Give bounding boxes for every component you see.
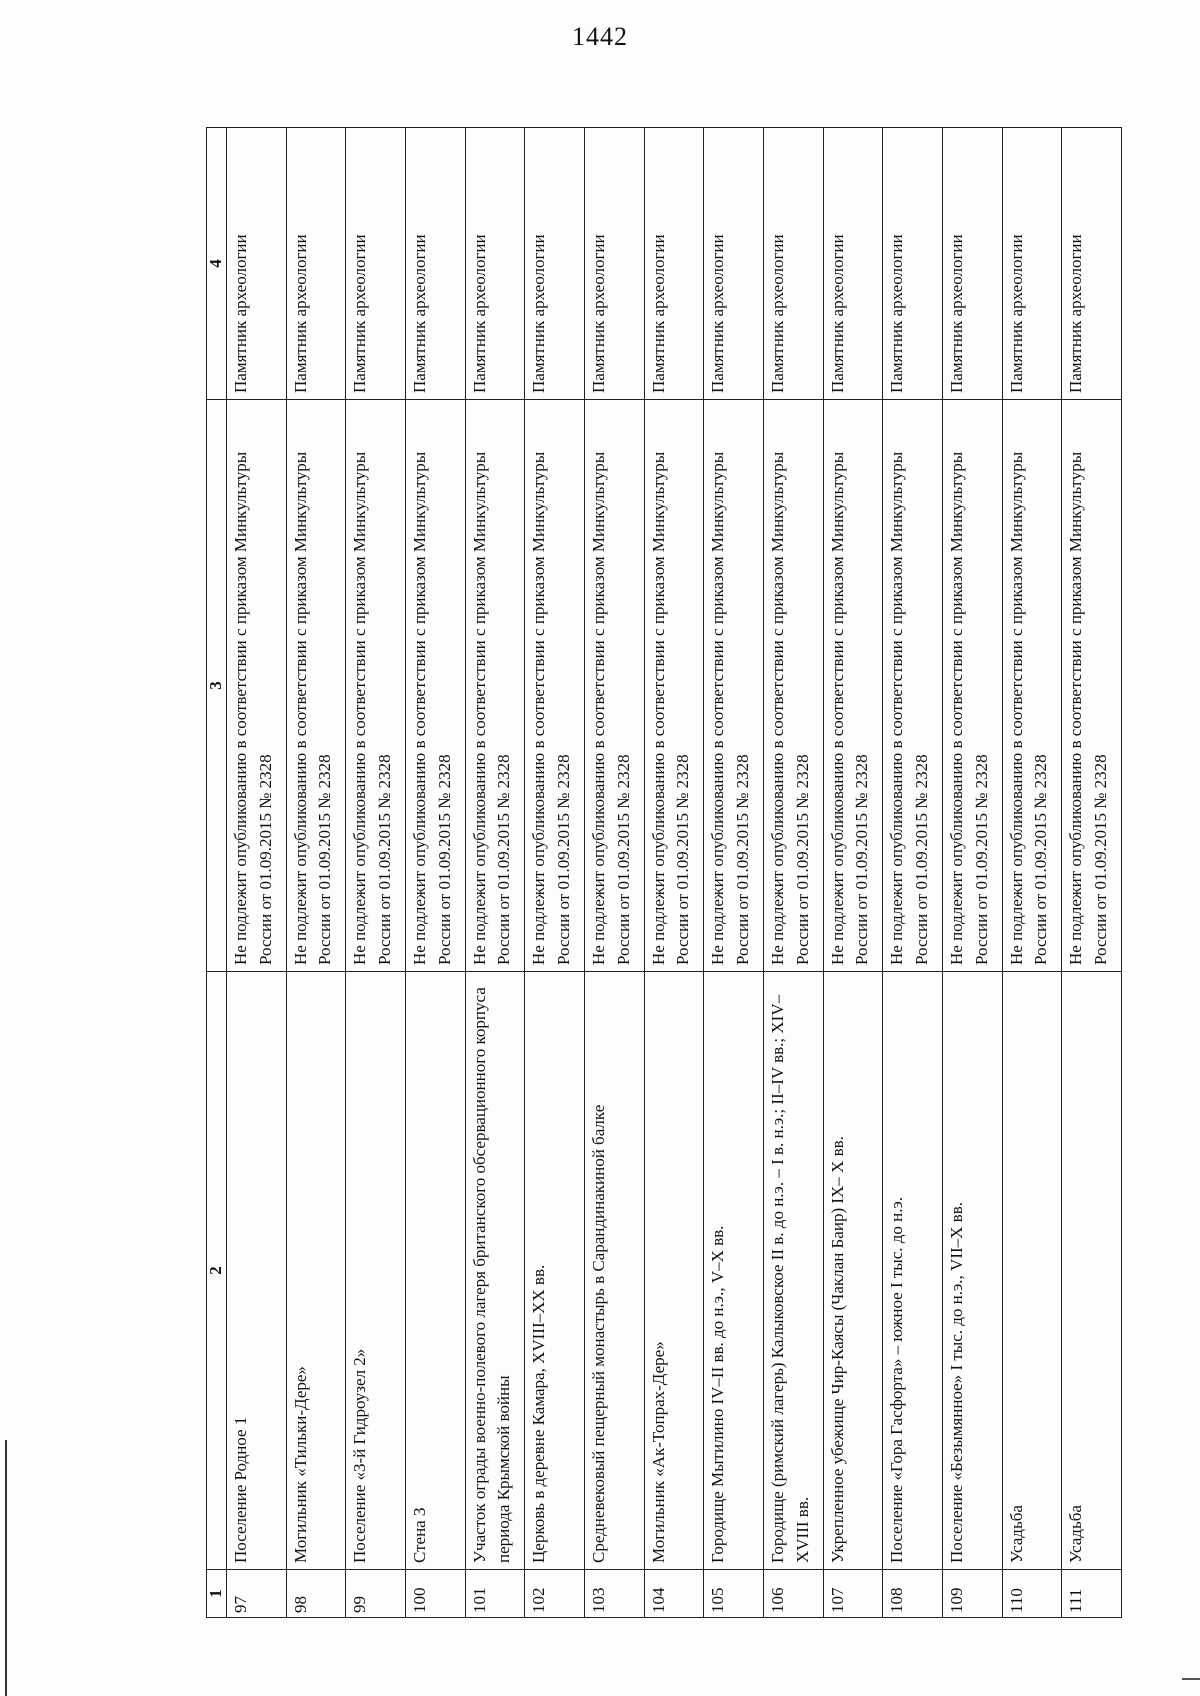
monuments-table: [206, 127, 1122, 1618]
page-number: 1442: [572, 22, 628, 51]
monument-type: Памятник археологии: [1062, 128, 1122, 400]
row-number: 101: [465, 1570, 525, 1618]
table-row: [227, 128, 287, 1618]
publication-note: Не подлежит опубликованию в соответствии с приказом Минкультуры России от 01.09.2015 № 2328: [763, 400, 823, 972]
publication-note: Не подлежит опубликованию в соответствии с приказом Минкультуры России от 01.09.2015 № 2328: [823, 400, 883, 972]
publication-note: Не подлежит опубликованию в соответствии с приказом Минкультуры России от 01.09.2015 № 2328: [405, 400, 465, 972]
row-number: 107: [823, 1570, 883, 1618]
table-row: [1002, 128, 1062, 1618]
monument-name: Поселение «3-й Гидроузел 2»: [346, 972, 406, 1570]
monument-type: Памятник археологии: [704, 128, 764, 400]
rotated-table-container: [206, 128, 1122, 1618]
monument-type: Памятник археологии: [286, 128, 346, 400]
table-row: [883, 128, 943, 1618]
header-col-4: 4: [207, 128, 227, 400]
scan-margin-line: [5, 1440, 7, 1696]
monument-type: Памятник археологии: [405, 128, 465, 400]
header-col-1: 1: [207, 1570, 227, 1618]
monument-type: Памятник археологии: [525, 128, 585, 400]
header-col-3: 3: [207, 400, 227, 972]
monument-name: Поселение Родное 1: [227, 972, 287, 1570]
header-col-2: 2: [207, 972, 227, 1570]
publication-note: Не подлежит опубликованию в соответствии с приказом Минкультуры России от 01.09.2015 № 2328: [525, 400, 585, 972]
monument-name: Могильник «Ак-Топрах-Дере»: [644, 972, 704, 1570]
table-row: [465, 128, 525, 1618]
monument-name: Могильник «Тильки-Дере»: [286, 972, 346, 1570]
monument-type: Памятник археологии: [644, 128, 704, 400]
row-number: 111: [1062, 1570, 1122, 1618]
monument-type: Памятник археологии: [1002, 128, 1062, 400]
table-row: [584, 128, 644, 1618]
row-number: 109: [942, 1570, 1002, 1618]
monument-name: Укрепленное убежище Чир-Каясы (Чаклан Баир) IX– X вв.: [823, 972, 883, 1570]
table-row: [763, 128, 823, 1618]
publication-note: Не подлежит опубликованию в соответствии с приказом Минкультуры России от 01.09.2015 № 2328: [465, 400, 525, 972]
row-number: 103: [584, 1570, 644, 1618]
table-row: [405, 128, 465, 1618]
row-number: 104: [644, 1570, 704, 1618]
monument-type: Памятник археологии: [763, 128, 823, 400]
monument-name: Средневековый пещерный монастырь в Сарандинакиной балке: [584, 972, 644, 1570]
publication-note: Не подлежит опубликованию в соответствии с приказом Минкультуры России от 01.09.2015 № 2328: [883, 400, 943, 972]
row-number: 99: [346, 1570, 406, 1618]
monument-type: Памятник археологии: [584, 128, 644, 400]
publication-note: Не подлежит опубликованию в соответствии с приказом Минкультуры России от 01.09.2015 № 2328: [704, 400, 764, 972]
table-row: [704, 128, 764, 1618]
scan-margin-tick: [1182, 1678, 1200, 1680]
table-row: [1062, 128, 1122, 1618]
publication-note: Не подлежит опубликованию в соответствии с приказом Минкультуры России от 01.09.2015 № 2328: [286, 400, 346, 972]
table-body: [227, 128, 1122, 1618]
table-row: [644, 128, 704, 1618]
row-number: 97: [227, 1570, 287, 1618]
publication-note: Не подлежит опубликованию в соответствии с приказом Минкультуры России от 01.09.2015 № 2328: [644, 400, 704, 972]
row-number: 100: [405, 1570, 465, 1618]
table-row: [942, 128, 1002, 1618]
monument-type: Памятник археологии: [942, 128, 1002, 400]
monument-name: Усадьба: [1002, 972, 1062, 1570]
row-number: 98: [286, 1570, 346, 1618]
publication-note: Не подлежит опубликованию в соответствии с приказом Минкультуры России от 01.09.2015 № 2328: [227, 400, 287, 972]
monument-name: Городище (римский лагерь) Калыковское II в. до н.э. – I в. н.э.; II–IV вв.; XIV–XVIII вв.: [763, 972, 823, 1570]
monument-name: Поселение «Гора Гасфорта» – южное I тыс. до н.э.: [883, 972, 943, 1570]
publication-note: Не подлежит опубликованию в соответствии с приказом Минкультуры России от 01.09.2015 № 2328: [1062, 400, 1122, 972]
monument-type: Памятник археологии: [883, 128, 943, 400]
row-number: 110: [1002, 1570, 1062, 1618]
publication-note: Не подлежит опубликованию в соответствии с приказом Минкультуры России от 01.09.2015 № 2328: [942, 400, 1002, 972]
monument-type: Памятник археологии: [823, 128, 883, 400]
publication-note: Не подлежит опубликованию в соответствии с приказом Минкультуры России от 01.09.2015 № 2328: [346, 400, 406, 972]
row-number: 106: [763, 1570, 823, 1618]
table-row: [823, 128, 883, 1618]
table-row: [525, 128, 585, 1618]
monument-type: Памятник археологии: [227, 128, 287, 400]
monument-name: Церковь в деревне Камара, XVIII–XX вв.: [525, 972, 585, 1570]
row-number: 105: [704, 1570, 764, 1618]
row-number: 108: [883, 1570, 943, 1618]
monument-name: Поселение «Безымянное» I тыс. до н.э., VII–X вв.: [942, 972, 1002, 1570]
monument-type: Памятник археологии: [346, 128, 406, 400]
publication-note: Не подлежит опубликованию в соответствии с приказом Минкультуры России от 01.09.2015 № 2328: [584, 400, 644, 972]
monument-name: Участок ограды военно-полевого лагеря британского обсервационного корпуса периода Крымской войны: [465, 972, 525, 1570]
row-number: 102: [525, 1570, 585, 1618]
monument-type: Памятник археологии: [465, 128, 525, 400]
table-row: [286, 128, 346, 1618]
monument-name: Стена 3: [405, 972, 465, 1570]
table-row: [346, 128, 406, 1618]
monument-name: Городище Мытилино IV–II вв. до н.э., V–X вв.: [704, 972, 764, 1570]
publication-note: Не подлежит опубликованию в соответствии с приказом Минкультуры России от 01.09.2015 № 2328: [1002, 400, 1062, 972]
header-row: [207, 128, 227, 1618]
monument-name: Усадьба: [1062, 972, 1122, 1570]
